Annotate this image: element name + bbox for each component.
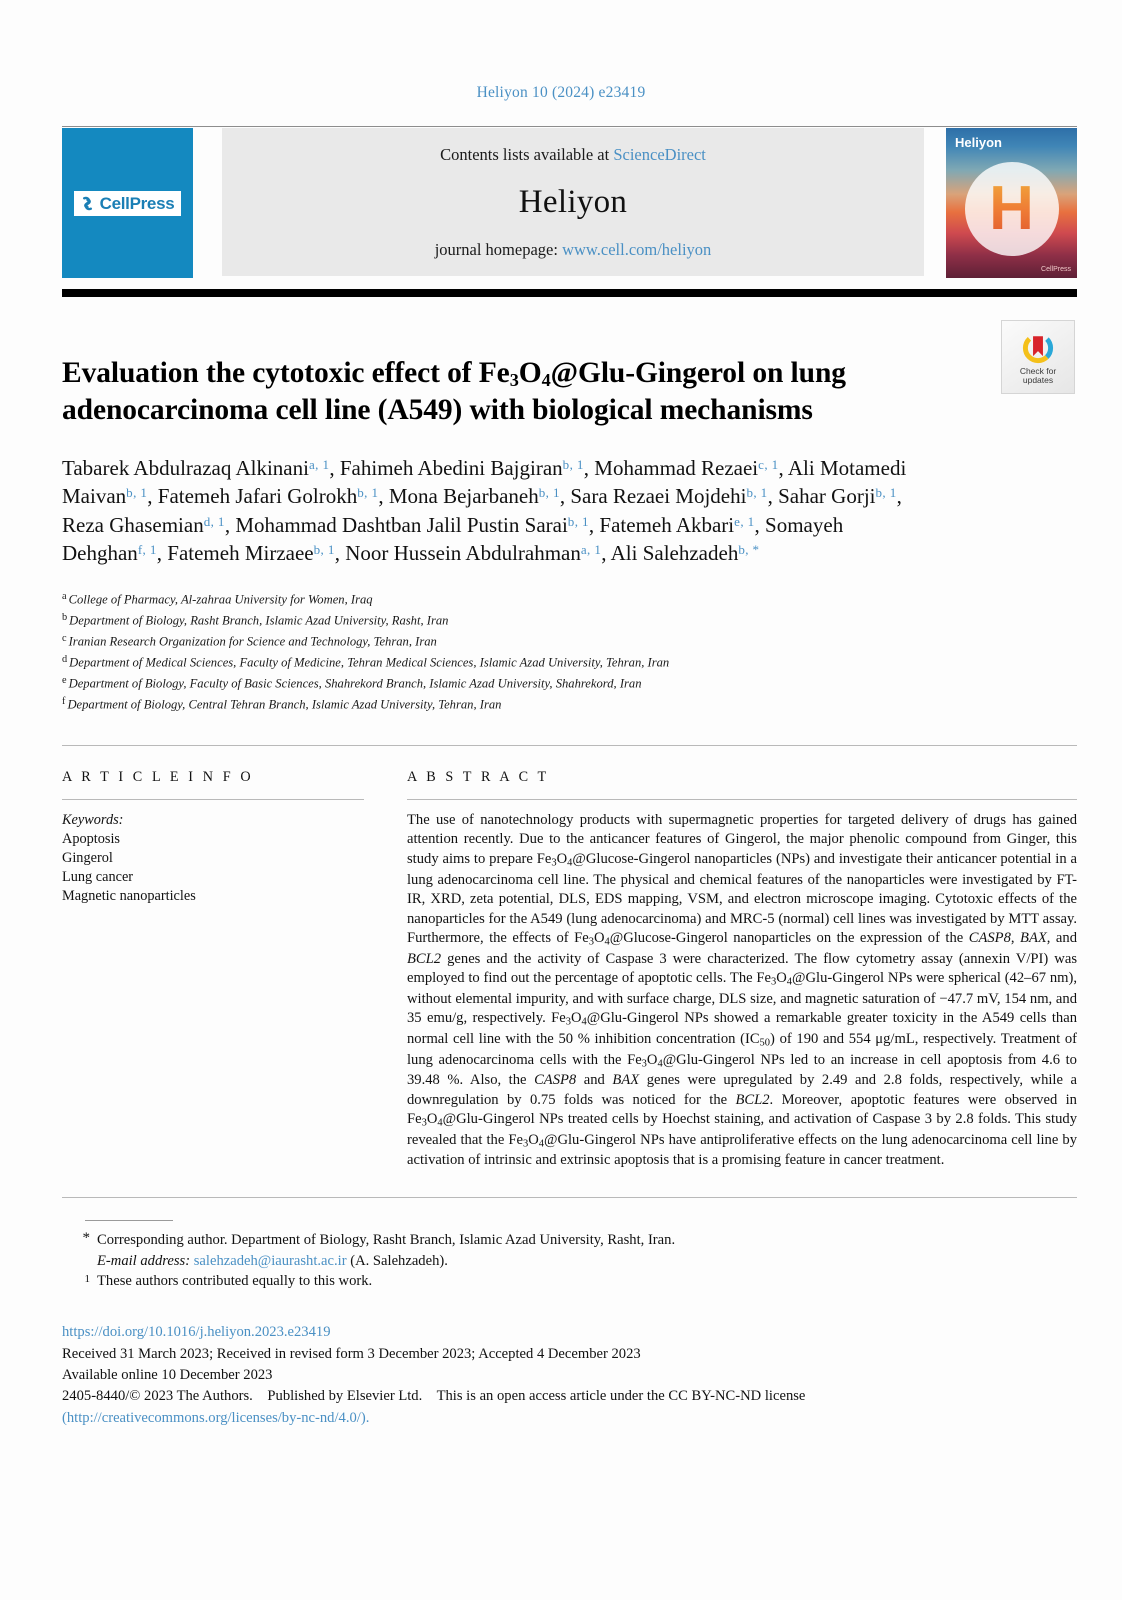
email-footnote: [62, 1251, 1077, 1272]
journal-homepage-link[interactable]: www.cell.com/heliyon: [562, 240, 712, 259]
keyword-item: Magnetic nanoparticles: [62, 887, 196, 904]
author-name: Noor Hussein Abdulrahman: [345, 540, 581, 565]
author-affiliation-marker: b, 1: [357, 485, 379, 501]
journal-title: Heliyon: [518, 184, 628, 220]
author-name: Mohammad Rezaei: [594, 456, 759, 481]
crossmark-label-line1: Check for: [1019, 365, 1057, 376]
affiliation-text: Department of Medical Sciences, Faculty of Medicine, Tehran Medical Sciences, Islamic Azad University, Tehran, Iran: [69, 655, 670, 670]
affiliation-item: [62, 610, 1077, 631]
author-affiliation-marker: b, 1: [313, 541, 335, 557]
author-name: Mona Bejarbaneh: [388, 484, 539, 509]
keywords-label: Keywords:: [62, 811, 124, 828]
corresponding-author-text: Corresponding author. Department of Biology, Rasht Branch, Islamic Azad University, Rasht, Iran.: [97, 1231, 676, 1248]
author-affiliation-marker: d, 1: [203, 513, 225, 529]
footnote-divider: [62, 1197, 1077, 1198]
gene-name: BCL2: [735, 1091, 770, 1108]
gene-name: BCL2: [407, 950, 442, 967]
title-segment-2: O: [518, 357, 542, 389]
author-name: Sahar Gorji: [778, 484, 876, 509]
cellpress-mark-icon: [79, 195, 96, 212]
author-affiliation-marker: f, 1: [137, 541, 157, 557]
keyword-item: Apoptosis: [62, 830, 120, 847]
publisher-block: [62, 1322, 1077, 1429]
formula-subscript: 4: [657, 1058, 663, 1070]
license-line: [62, 1386, 1077, 1407]
received-dates-line: Received 31 March 2023; Received in revised form 3 December 2023; Accepted 4 December 2023: [62, 1345, 641, 1362]
page-title: [62, 355, 907, 428]
article-info-column: [62, 769, 407, 1171]
affiliation-marker: a: [62, 590, 67, 602]
affiliation-text: College of Pharmacy, Al-zahraa University for Women, Iraq: [68, 592, 373, 607]
author-affiliation-marker: c, 1: [758, 457, 779, 473]
affiliation-item: [62, 694, 1077, 715]
formula-subscript: 4: [581, 1016, 587, 1028]
author-name: Reza Ghasemian: [62, 512, 204, 537]
license-statement: This is an open access article under the CC BY-NC-ND license: [436, 1388, 806, 1405]
author-name: Ali Motamedi Maivan: [62, 456, 907, 509]
affiliation-text: Iranian Research Organization for Science and Technology, Tehran, Iran: [68, 634, 437, 649]
author-affiliation-marker: b, 1: [746, 485, 768, 501]
journal-info-panel: [222, 128, 924, 276]
info-abstract-columns: [62, 769, 1077, 1171]
crossmark-badge-label: [1020, 367, 1056, 385]
formula-subscript: 3: [551, 857, 557, 869]
equal-contribution-marker: 1: [84, 1273, 90, 1286]
contents-prefix: Contents lists available at: [440, 145, 614, 164]
keyword-item: Lung cancer: [62, 868, 134, 885]
footnote-short-rule: [85, 1220, 173, 1221]
email-suffix: (A. Salehzadeh).: [350, 1252, 448, 1269]
masthead-top-rule: [62, 126, 1077, 127]
author-affiliation-marker: b, 1: [562, 457, 584, 473]
formula-subscript: 4: [786, 976, 793, 988]
license-url-line: [62, 1408, 1077, 1429]
gene-name: CASP8: [968, 929, 1011, 946]
crossmark-label-line2: updates: [1022, 374, 1054, 385]
author-affiliation-marker: a, 1: [580, 541, 602, 557]
affiliation-text: Department of Biology, Rasht Branch, Islamic Azad University, Rasht, Iran: [69, 613, 449, 628]
affiliation-marker: e: [62, 674, 67, 686]
affiliation-marker: f: [62, 695, 66, 707]
doi-line: [62, 1322, 1077, 1343]
available-online-line: Available online 10 December 2023: [62, 1366, 273, 1383]
author-affiliation-marker: a, 1: [308, 457, 330, 473]
sciencedirect-link[interactable]: ScienceDirect: [613, 145, 706, 164]
author-affiliation-marker: b, 1: [875, 485, 897, 501]
affiliation-text: Department of Biology, Faculty of Basic Sciences, Shahrekord Branch, Islamic Azad University, Shahrekord, Iran: [68, 676, 642, 691]
formula-subscript: 3: [522, 1138, 529, 1150]
author-name: Mohammad Dashtban Jalil Pustin Sarai: [235, 512, 568, 537]
crossmark-check-for-updates-badge[interactable]: [1001, 320, 1075, 394]
formula-subscript: 50: [759, 1037, 771, 1049]
author-affiliation-marker: b, *: [738, 541, 760, 557]
affiliation-item: [62, 589, 1077, 610]
journal-homepage-line: [435, 240, 712, 260]
formula-subscript: 3: [421, 1117, 427, 1129]
author-affiliation-marker: b, 1: [126, 485, 148, 501]
equal-contribution-text: These authors contributed equally to this work.: [97, 1273, 373, 1290]
formula-subscript: 3: [565, 1016, 571, 1028]
formula-subscript: 4: [604, 936, 610, 948]
corresponding-author-email-link[interactable]: salehzadeh@iaurasht.ac.ir: [193, 1252, 347, 1269]
homepage-prefix: journal homepage:: [434, 240, 563, 259]
corresponding-author-footnote: [62, 1230, 1077, 1251]
formula-subscript: 3: [641, 1058, 647, 1070]
formula-subscript: 3: [588, 936, 594, 948]
cover-letter-h: H: [989, 174, 1034, 243]
abstract-rule: [407, 799, 1077, 800]
keyword-item: Gingerol: [62, 849, 113, 866]
author-name: Fatemeh Mirzaee: [167, 540, 314, 565]
author-name: Sara Rezaei Mojdehi: [570, 484, 747, 509]
abstract-text: The use of nanotechnology products with supermagnetic properties for targeted delivery of drugs has gained attention recently. Due to the anticancer features of Gingerol, the major phenolic compound from Ginger, this study aims to prepare $Fe_3O_4@Glucose$-Gingerol nanoparticles (NPs) and investigate their anticancer potential in a lung adenocarcinoma cell line. The physical and chemical features of the nanoparticles were investigated by FT-IR, XRD, zeta potential, DLS, EDS mapping, VSM, and electron microscope imaging. Cytotoxic effects of the nanoparticles for the A549 (lung adenocarcinoma) and MRC-5 (normal) cell lines was investigated by MTT assay. Furthermore, the effects of $Fe_3O_4@Glucose$-Gingerol nanoparticles on the expression of the CASP8, BAX, and BCL2 genes and the activity of Caspase 3 were characterized. The flow cytometry assay (annexin V/PI) was employed to find out the percentage of apoptotic cells. The $Fe_3O_4@Glu$-Gingerol NPs were spherical (42–67 nm), without elemental impurity, and with surface charge, DLS size, and magnetic saturation of −47.7 mV, 154 nm, and 35 emu/g, respectively. $Fe_3O_4@Glu$-Gingerol NPs showed a remarkable greater toxicity in the A549 cells than normal cell line with the 50 % inhibition concentration $(IC_{50})$ of 190 and 554 μg/mL, respectively. Treatment of lung adenocarcinoma cells with the $Fe_3O_4@Glu$-Gingerol NPs led to an increase in cell apoptosis from 4.6 to 39.48 %. Also, the CASP8 and BAX genes were upregulated by 2.49 and 2.8 folds, respectively, while a downregulation by 0.75 folds was noticed for the BCL2. Moreover, apoptotic features were observed in $Fe_3O_4@Glu$-Gingerol NPs treated cells by Hoechst staining, and activation of Caspase 3 by 2.8 folds. This study revealed that the $Fe_3O_4@Glu$-Gingerol NPs have antiproliferative effects on the lung adenocarcinoma cell line by activation of intrinsic and extrinsic apoptosis that is a promising feature in cancer treatment.: [407, 811, 1077, 1169]
cover-cellpress-credit: CellPress: [1041, 266, 1071, 273]
equal-contribution-footnote: [62, 1271, 1077, 1292]
author-name: Fatemeh Jafari Golrokh: [157, 484, 358, 509]
article-info-rule: [62, 799, 364, 800]
cellpress-wordmark: CellPress: [99, 193, 175, 213]
issn-copyright: 2405-8440/© 2023 The Authors.: [62, 1388, 253, 1405]
author-affiliation-marker: e, 1: [734, 513, 755, 529]
author-affiliation-marker: b, 1: [567, 513, 589, 529]
cellpress-logo-box: [62, 128, 193, 278]
affiliation-marker: d: [62, 653, 68, 665]
title-subscript-1: 3: [509, 370, 519, 391]
footnotes-block: [62, 1230, 1077, 1292]
cellpress-logo: [74, 191, 182, 216]
author-affiliation-marker: b, 1: [538, 485, 560, 501]
author-name: Ali Salehzadeh: [610, 540, 739, 565]
formula-subscript: 4: [437, 1117, 443, 1129]
journal-masthead: [62, 126, 1077, 278]
affiliation-list: [62, 589, 1077, 715]
formula-subscript: 3: [771, 976, 777, 988]
author-name: Fahimeh Abedini Bajgiran: [339, 456, 563, 481]
keywords-block: [62, 811, 407, 906]
crossmark-ring-icon: [1020, 330, 1056, 366]
formula-subscript: 4: [538, 1138, 545, 1150]
doi-link[interactable]: https://doi.org/10.1016/j.heliyon.2023.e23419: [62, 1324, 331, 1341]
affiliation-item: [62, 673, 1077, 694]
journal-cover-thumbnail: [946, 128, 1077, 278]
author-list: Tabarek Abdulrazaq Alkinani$^{a, 1}$, Fahimeh Abedini Bajgiran$^{b, 1}$, Mohammad Rezaei$^{c, 1}$, Ali Motamedi Maivan$^{b, 1}$, Fatemeh Jafari Golrokh$^{b, 1}$, Mona Bejarbaneh$^{b, 1}$, Sara Rezaei Mojdehi$^{b, 1}$, Sahar Gorji$^{b, 1}$, Reza Ghasemian$^{d, 1}$, Mohammad Dashtban Jalil Pustin Sarai$^{b, 1}$, Fatemeh Akbari$^{e, 1}$, Somayeh Dehghan$^{f, 1}$, Fatemeh Mirzaee$^{b, 1}$, Noor Hussein Abdulrahman$^{a, 1}$, Ali Salehzadeh$^{b, *}$: [62, 456, 907, 565]
affiliation-text: Department of Biology, Central Tehran Branch, Islamic Azad University, Tehran, Iran: [67, 697, 502, 712]
abstract-heading: A B S T R A C T: [407, 768, 550, 785]
article-info-heading: A R T I C L E I N F O: [62, 768, 254, 785]
running-head: Heliyon 10 (2024) e23419: [476, 84, 646, 101]
cover-journal-name: Heliyon: [955, 135, 1002, 150]
affiliation-item: [62, 652, 1077, 673]
title-segment-1: Evaluation the cytotoxic effect of Fe: [62, 357, 510, 389]
publisher-name: Published by Elsevier Ltd.: [267, 1388, 423, 1405]
title-segment-3: @Glu-Gingerol on lung adenocarcinoma cell line (A549) with biological mechanisms: [62, 357, 846, 426]
affiliation-marker: c: [62, 632, 67, 644]
keyword-items: [62, 830, 407, 906]
author-name: Tabarek Abdulrazaq Alkinani: [62, 456, 309, 481]
affiliation-item: [62, 631, 1077, 652]
masthead-black-bar: [62, 289, 1077, 297]
info-section-divider: [62, 745, 1077, 746]
title-subscript-2: 4: [541, 370, 551, 391]
license-url-link[interactable]: (http://creativecommons.org/licenses/by-nc-nd/4.0/).: [62, 1409, 370, 1426]
author-name: Somayeh Dehghan: [62, 512, 844, 565]
author-name: Fatemeh Akbari: [599, 512, 735, 537]
gene-name: CASP8: [534, 1072, 577, 1089]
gene-name: BAX: [1020, 929, 1047, 946]
affiliation-marker: b: [62, 611, 68, 623]
email-label: E-mail address:: [97, 1252, 191, 1269]
formula-subscript: 4: [567, 857, 573, 869]
corresponding-author-marker: *: [82, 1229, 90, 1246]
gene-name: BAX: [612, 1072, 640, 1089]
contents-list-line: [440, 145, 706, 165]
abstract-column: [407, 769, 1077, 1171]
